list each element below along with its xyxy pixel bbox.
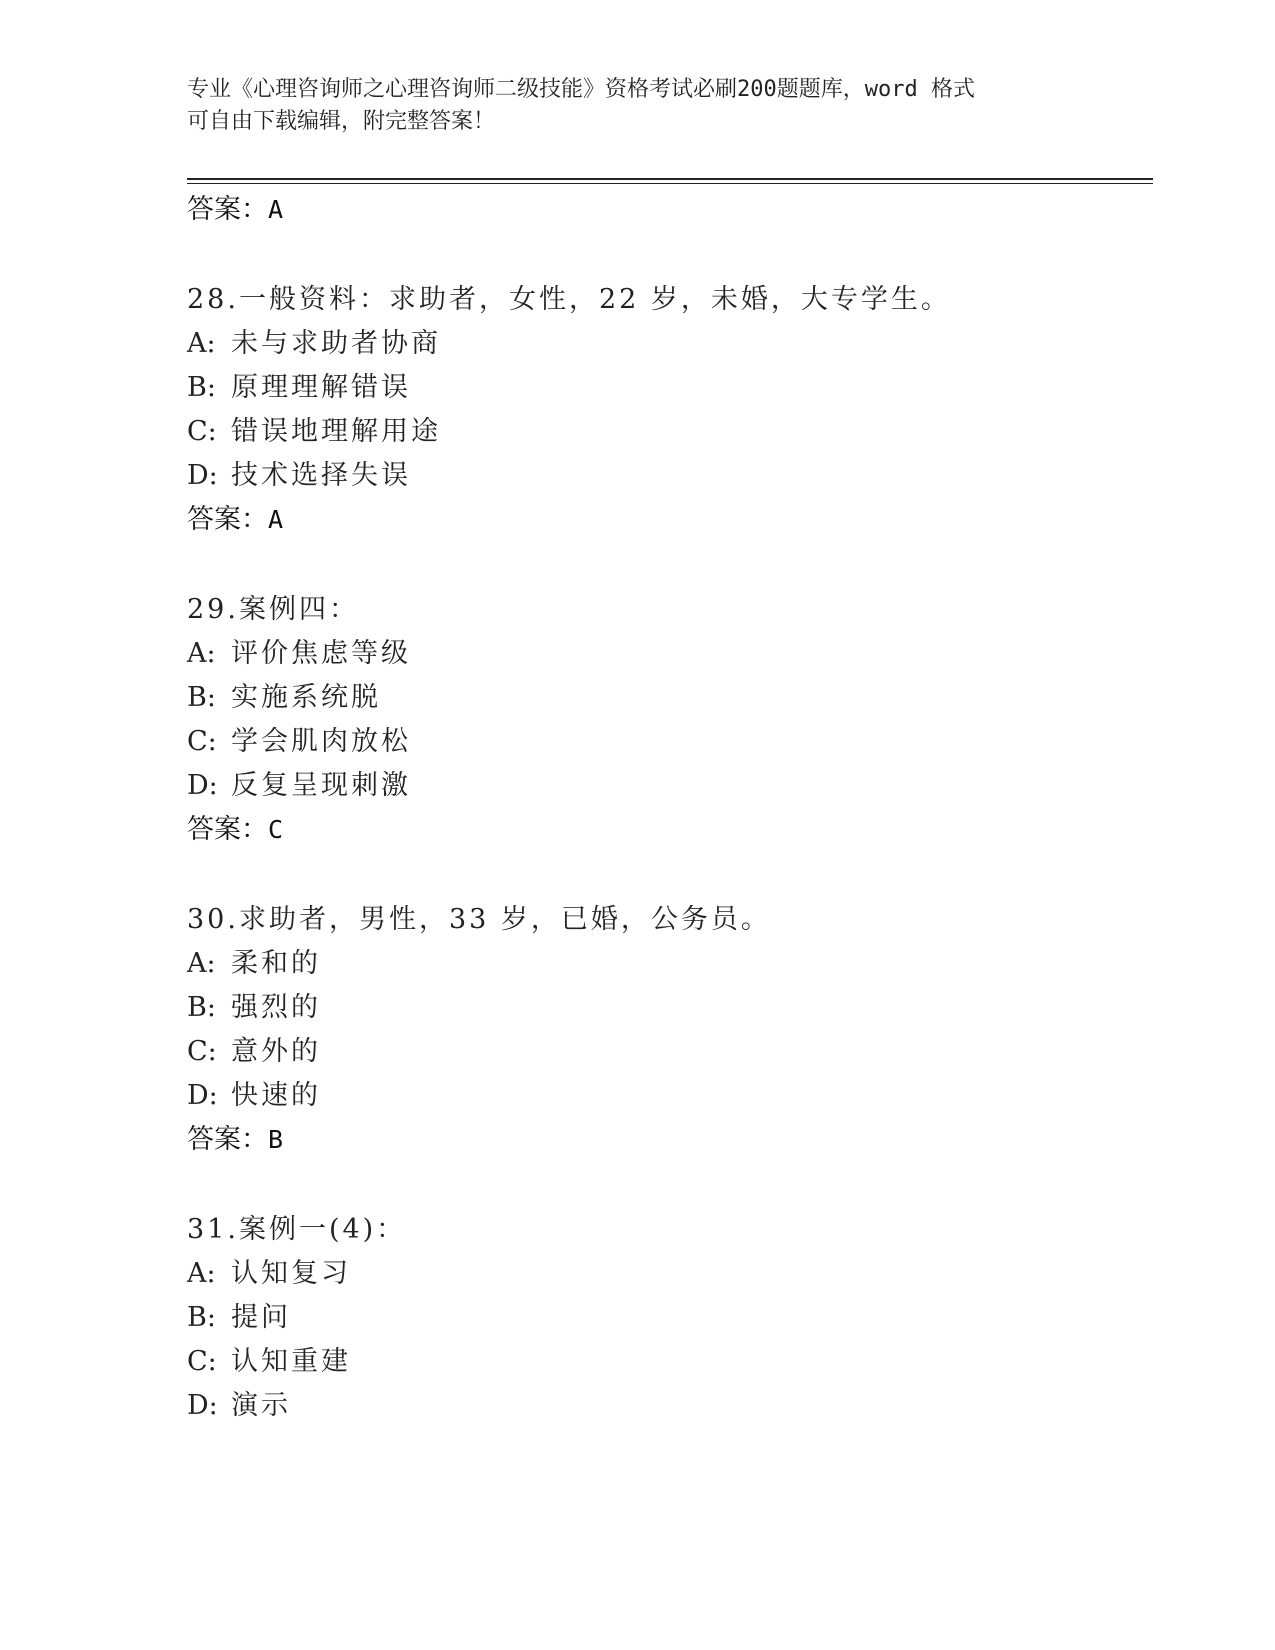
option-label: B: — [187, 1302, 216, 1333]
option-label: B: — [187, 682, 216, 713]
option-label: D: — [187, 1080, 218, 1111]
option-label: C: — [187, 1346, 217, 1377]
question-title: 28.一般资料：求助者，女性，22 岁，未婚，大专学生。 — [187, 284, 951, 315]
option-text: 技术选择失误 — [231, 460, 411, 491]
header-divider — [187, 178, 1153, 180]
option-text: 意外的 — [231, 1036, 321, 1067]
header-divider-thin — [187, 183, 1153, 184]
question-title: 29.案例四： — [187, 594, 359, 625]
option-text: 快速的 — [231, 1080, 321, 1111]
header-line-2: 可自由下载编辑，附完整答案！ — [187, 109, 496, 134]
answer-line — [187, 1123, 283, 1157]
answer-prefix: 答案： — [187, 504, 268, 535]
option-label: D: — [187, 770, 218, 801]
option-c — [187, 1345, 351, 1379]
option-d — [187, 769, 411, 803]
answer-prefix: 答案： — [187, 1124, 268, 1155]
answer-line — [187, 193, 283, 227]
option-label: A: — [187, 1258, 216, 1289]
option-label: A: — [187, 328, 216, 359]
option-label: B: — [187, 372, 216, 403]
option-label: A: — [187, 948, 216, 979]
option-text: 错误地理解用途 — [231, 416, 441, 447]
option-d — [187, 1389, 291, 1423]
option-d — [187, 459, 411, 493]
option-text: 柔和的 — [231, 948, 321, 979]
option-b — [187, 371, 411, 405]
option-text: 认知重建 — [231, 1346, 351, 1377]
answer-value: B — [268, 1125, 284, 1154]
option-b — [187, 1301, 291, 1335]
question-title: 30.求助者，男性，33 岁，已婚，公务员。 — [187, 904, 771, 935]
option-label: A: — [187, 638, 216, 669]
answer-prefix: 答案： — [187, 194, 268, 225]
option-c — [187, 725, 411, 759]
option-text: 评价焦虑等级 — [231, 638, 411, 669]
option-b — [187, 991, 321, 1025]
option-label: D: — [187, 460, 218, 491]
option-text: 演示 — [231, 1390, 291, 1421]
option-text: 强烈的 — [231, 992, 321, 1023]
answer-value: A — [268, 505, 284, 534]
option-a — [187, 327, 441, 361]
answer-line — [187, 813, 283, 847]
answer-line — [187, 503, 283, 537]
option-text: 学会肌肉放松 — [231, 726, 411, 757]
option-text: 实施系统脱 — [231, 682, 381, 713]
option-d — [187, 1079, 321, 1113]
answer-value: A — [268, 195, 284, 224]
option-c — [187, 1035, 321, 1069]
option-label: C: — [187, 1036, 217, 1067]
option-a — [187, 637, 411, 671]
header-line-1: 专业《心理咨询师之心理咨询师二级技能》资格考试必刷200题题库，word 格式 — [187, 77, 975, 102]
answer-prefix: 答案： — [187, 814, 268, 845]
question-title: 31.案例一(4)： — [187, 1214, 407, 1245]
option-text: 提问 — [231, 1302, 291, 1333]
option-label: D: — [187, 1390, 218, 1421]
option-text: 原理理解错误 — [231, 372, 411, 403]
document-header — [187, 74, 1087, 138]
option-text: 未与求助者协商 — [231, 328, 441, 359]
answer-value: C — [268, 815, 284, 844]
option-b — [187, 681, 381, 715]
option-a — [187, 1257, 351, 1291]
option-label: C: — [187, 416, 217, 447]
option-label: C: — [187, 726, 217, 757]
option-label: B: — [187, 992, 216, 1023]
option-c — [187, 415, 441, 449]
option-text: 反复呈现刺激 — [231, 770, 411, 801]
option-text: 认知复习 — [231, 1258, 351, 1289]
option-a — [187, 947, 321, 981]
